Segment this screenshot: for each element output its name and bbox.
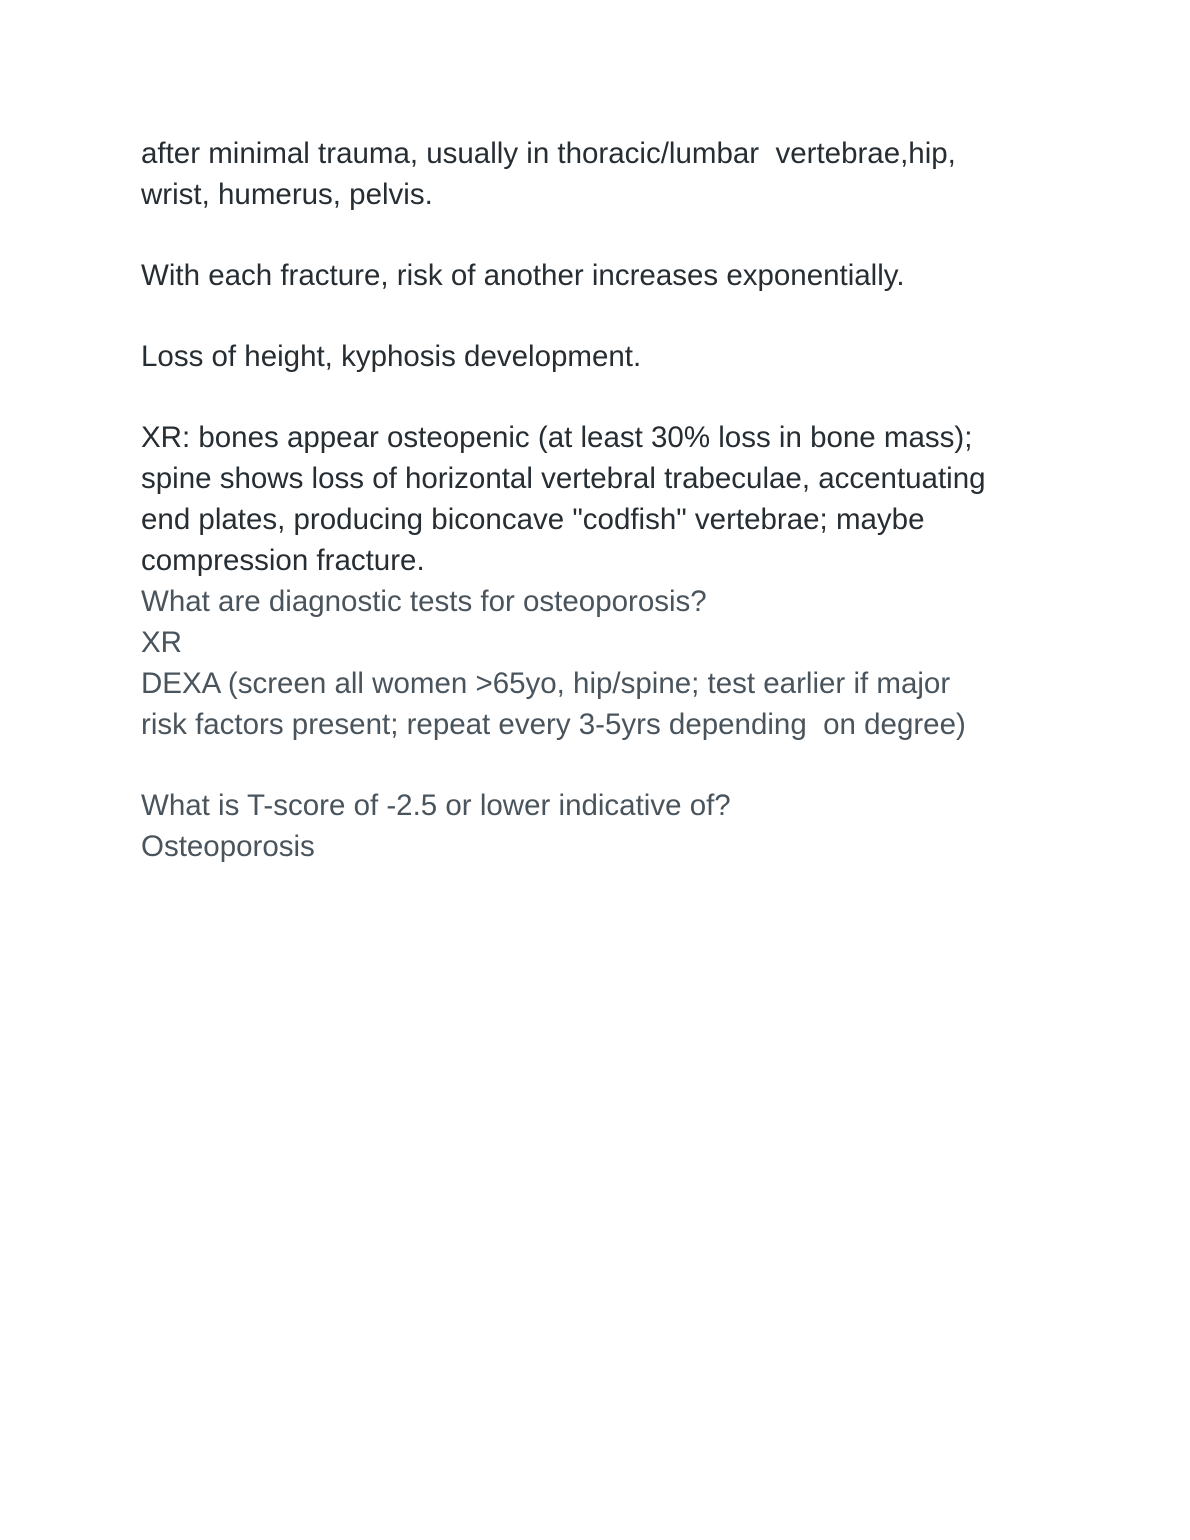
qa-answer-line: risk factors present; repeat every 3-5yrs depending on degree) <box>141 708 966 741</box>
paragraph-spacer <box>141 745 1061 785</box>
paragraph-line: wrist, humerus, pelvis. <box>141 178 433 211</box>
paragraph-line: compression fracture. <box>141 544 425 577</box>
paragraph-spacer <box>141 296 1061 336</box>
qa-answer-line: DEXA (screen all women >65yo, hip/spine; test earlier if major <box>141 667 951 700</box>
qa-answer-line: Osteoporosis <box>141 830 315 863</box>
paragraph-spacer <box>141 377 1061 417</box>
qa-question: What is T-score of -2.5 or lower indicative of? <box>141 789 731 822</box>
paragraph-line: after minimal trauma, usually in thoracic/lumbar vertebrae,hip, <box>141 137 956 170</box>
paragraph-line: With each fracture, risk of another increases exponentially. <box>141 259 905 292</box>
qa-question: What are diagnostic tests for osteoporosis? <box>141 585 707 618</box>
qa-answer-line: XR <box>141 626 182 659</box>
paragraph-line: XR: bones appear osteopenic (at least 30% loss in bone mass); <box>141 421 973 454</box>
paragraph-spacer <box>141 215 1061 255</box>
paragraph-line: end plates, producing biconcave "codfish" vertebrae; maybe <box>141 503 925 536</box>
paragraph-line: Loss of height, kyphosis development. <box>141 340 642 373</box>
document-content <box>141 133 1061 867</box>
paragraph-line: spine shows loss of horizontal vertebral trabeculae, accentuating <box>141 462 986 495</box>
